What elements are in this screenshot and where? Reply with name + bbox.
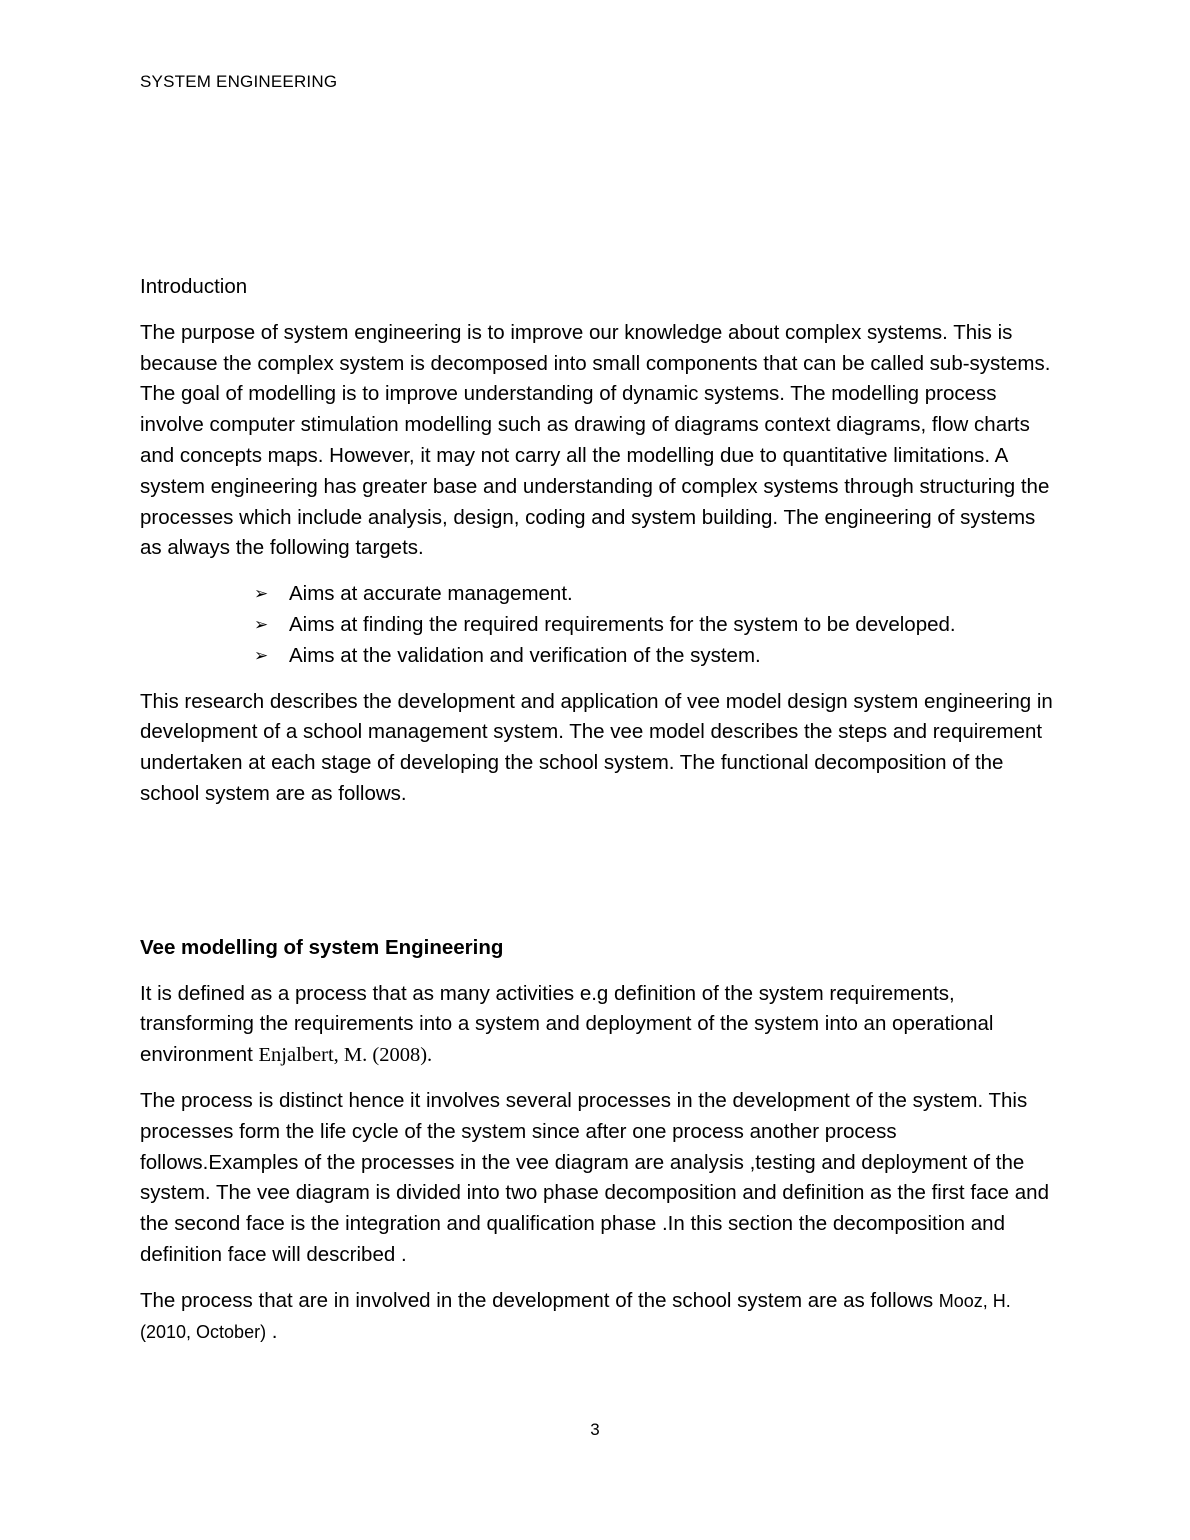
school-system-processes-text: The process that are in involved in the development of the school system are as follows: [140, 1288, 939, 1312]
section-spacer: [140, 825, 1055, 933]
vee-definition-paragraph: [140, 979, 1055, 1071]
arrowhead-bullet-icon: ➢: [254, 645, 269, 666]
list-item-text: Aims at finding the required requirements for the system to be developed.: [289, 612, 956, 636]
vee-definition-text: It is defined as a process that as many activities e.g definition of the system requirements, transforming the requirements into a system and deployment of the system into an operational environment: [140, 981, 994, 1067]
research-description-paragraph: This research describes the development and application of vee model design system engineering in development of a school management system. The vee model describes the steps and requirement undertaken at each stage of developing the school system. The functional decomposition of the school system are as follows.: [140, 689, 1053, 805]
list-item: [254, 610, 1055, 641]
school-system-processes-paragraph: [140, 1286, 1055, 1348]
introduction-heading: Introduction: [140, 275, 248, 298]
enjalbert-citation: Enjalbert, M. (2008).: [258, 1044, 433, 1067]
list-item: [254, 579, 1055, 610]
arrowhead-bullet-icon: ➢: [254, 614, 269, 635]
mooz-citation: Mooz, H. (2010, October): [140, 1290, 1011, 1342]
list-item-text: Aims at accurate management.: [289, 582, 573, 606]
page-body: [140, 272, 1055, 1362]
list-item: [254, 641, 1055, 672]
running-header: SYSTEM ENGINEERING: [140, 72, 338, 91]
page-number: 3: [590, 1420, 600, 1439]
targets-list: [140, 579, 1055, 671]
arrowhead-bullet-icon: ➢: [254, 584, 269, 605]
vee-modelling-heading: Vee modelling of system Engineering: [140, 935, 504, 959]
list-item-text: Aims at the validation and verification of the system.: [289, 643, 761, 667]
introduction-paragraph: The purpose of system engineering is to improve our knowledge about complex systems. This is because the complex system is decomposed into small components that can be called sub-systems. The goal of modelling is to improve understanding of dynamic systems. The modelling process involve computer stimulation modelling such as drawing of diagrams context diagrams, flow charts and concepts maps. However, it may not carry all the modelling due to quantitative limitations. A system engineering has greater base and understanding of complex systems through structuring the processes which include analysis, design, coding and system building. The engineering of systems as always the following targets.: [140, 320, 1051, 560]
sentence-end: .: [266, 1319, 278, 1343]
vee-process-paragraph: The process is distinct hence it involves several processes in the development of the system. This processes form the life cycle of the system since after one process another process follows.Examples of the processes in the vee diagram are analysis ,testing and deployment of the system. The vee diagram is divided into two phase decomposition and definition as the first face and the second face is the integration and qualification phase .In this section the decomposition and definition face will described .: [140, 1088, 1049, 1266]
